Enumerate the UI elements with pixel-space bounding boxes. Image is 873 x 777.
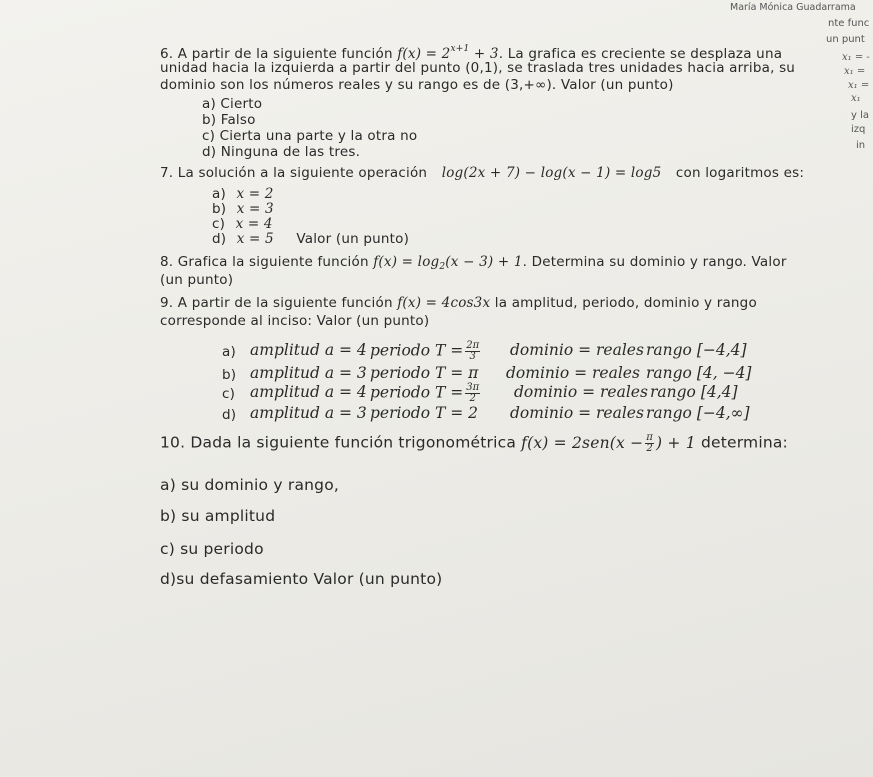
q10-item-c: c) su periodo [160, 540, 264, 558]
q10-item-d: d)su defasamiento Valor (un punto) [160, 570, 443, 588]
q7-equation: log(2x + 7) − log(x − 1) = log5 [441, 165, 662, 181]
margin-note: nte func [828, 18, 870, 29]
q9-option-d: d) amplitud a = 3 periodo T = 2 dominio = reales rango [−4,∞] [222, 404, 750, 423]
margin-note: x₁ = [844, 66, 866, 77]
q9-option-a: a) amplitud a = 4 periodo T = $\frac{2\pi}{3}$ dominio = reales rango [−4,4] [222, 340, 747, 362]
margin-note: un punt [826, 34, 865, 45]
q9-option-b: b) amplitud a = 3 periodo T = π dominio = reales rango [4, −4] [222, 364, 752, 383]
author-name: María Mónica Guadarrama [730, 2, 856, 13]
q6-option-d: d) Ninguna de las tres. [202, 144, 361, 160]
q6-line3: dominio son los números reales y su rango es de (3,+∞). Valor (un punto) [160, 77, 674, 93]
margin-note: x₁ = [848, 80, 870, 91]
q10-item-b: b) su amplitud [160, 507, 276, 525]
margin-note: x₁ = - [842, 52, 870, 63]
q7-option-a: a) x = 2 [212, 186, 274, 202]
q6-option-b: b) Falso [202, 112, 256, 128]
q6-function: $f(x) = 2^{x+1} + 3$ [397, 44, 499, 62]
q6-line1: 6. A partir de la siguiente función $f(x) = 2^{x+1} + 3$. La grafica es creciente se desplaza una [160, 44, 783, 62]
margin-note: in [856, 140, 866, 151]
margin-note: y la [851, 110, 870, 121]
q10-item-a: a) su dominio y rango, [160, 476, 340, 494]
margin-note: x₁ [851, 93, 861, 104]
q6-intro: 6. A partir de la siguiente función [160, 46, 393, 62]
q6-option-c: c) Cierta una parte y la otra no [202, 128, 418, 144]
q7-value-note: Valor (un punto) [296, 231, 410, 247]
q6-line2: unidad hacia la izquierda a partir del punto (0,1), se traslada tres unidades hacia arriba, su [160, 60, 796, 76]
q8-line1: 8. Grafica la siguiente función $f(x) = \log_2(x - 3) + 1$. Determina su dominio y rango. Valor [160, 254, 787, 272]
q10-function: f(x) = 2sen(x − $\frac{\pi}{2}$ ) + 1 [521, 432, 696, 454]
q9-line1: 9. A partir de la siguiente función f(x) = 4cos3x la amplitud, periodo, dominio y rango [160, 295, 757, 311]
q10-question: 10. Dada la siguiente función trigonométrica f(x) = 2sen(x − $\frac{\pi}{2}$ ) + 1 determina: [160, 432, 788, 454]
q7-option-c: c) x = 4 [212, 216, 273, 232]
margin-note: izq [851, 124, 866, 135]
q6-option-a: a) Cierto [202, 96, 263, 112]
q9-function: f(x) = 4cos3x [397, 295, 491, 311]
q9-line2: corresponde al inciso: Valor (un punto) [160, 313, 430, 329]
q7-option-d: d) x = 5 Valor (un punto) [212, 231, 410, 247]
q7-question: 7. La solución a la siguiente operación log(2x + 7) − log(x − 1) = log5 con logaritmos es: [160, 165, 805, 181]
q9-option-c: c) amplitud a = 4 periodo T = $\frac{3\pi}{2}$ dominio = reales rango [4,4] [222, 382, 738, 404]
q8-function: $f(x) = \log_2(x - 3) + 1$ [373, 254, 523, 272]
q8-line2: (un punto) [160, 272, 234, 288]
q7-option-b: b) x = 3 [212, 201, 274, 217]
